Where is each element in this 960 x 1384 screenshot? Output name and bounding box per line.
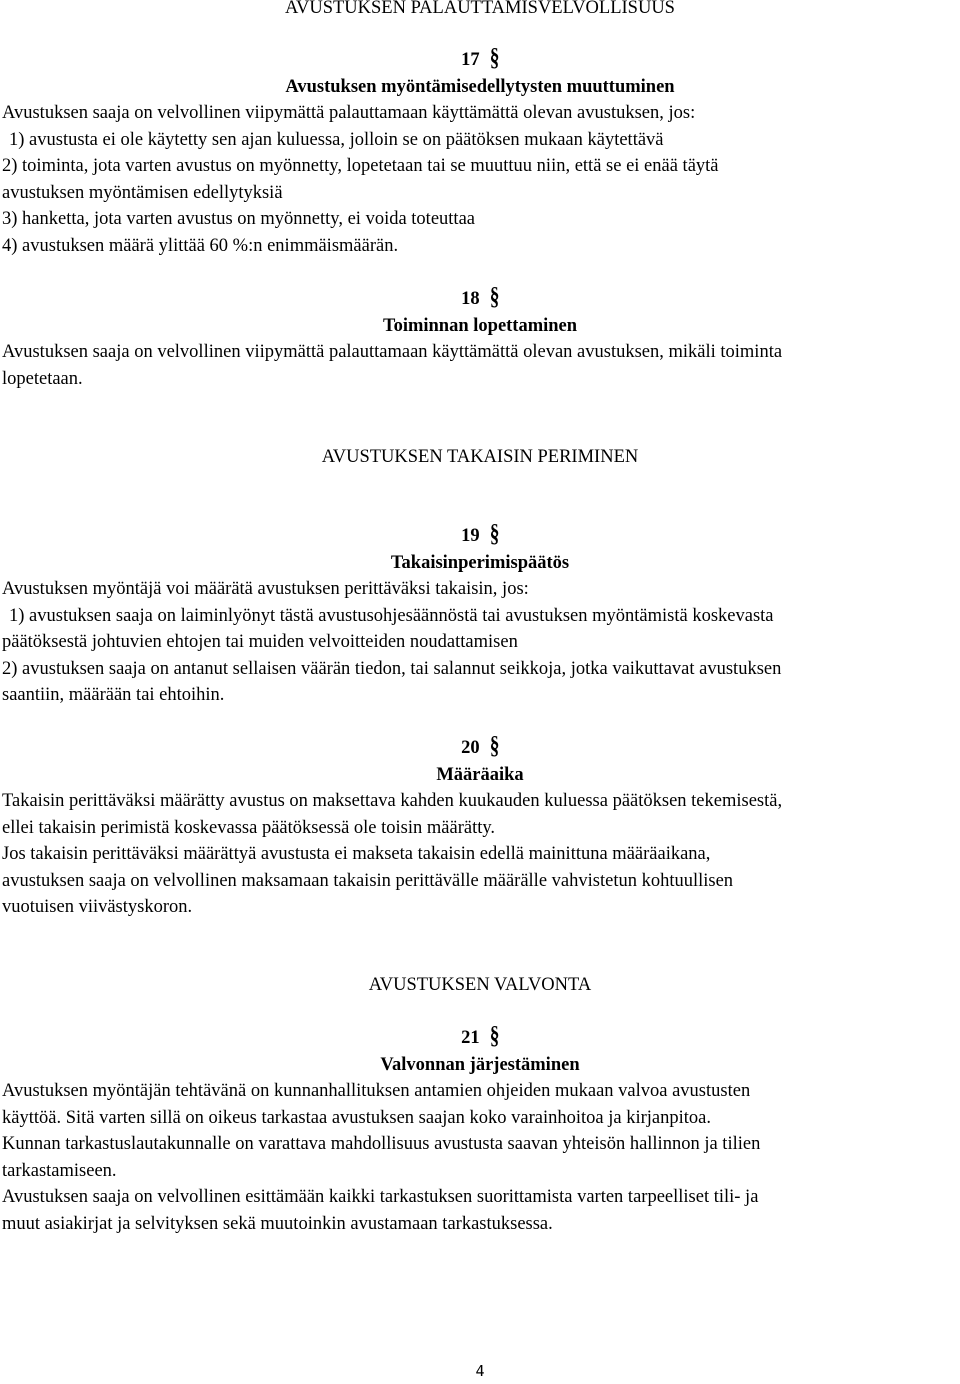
list-item-continuation: avustuksen myöntämisen edellytyksiä — [2, 182, 283, 203]
section-title: Avustuksen myöntämisedellytysten muuttuminen — [285, 76, 675, 97]
section-sign-icon: § — [489, 733, 500, 761]
section-title: Määräaika — [436, 764, 524, 785]
paragraph-line: Jos takaisin perittäväksi määrättyä avustusta ei makseta takaisin edellä mainittuna määräaikana, — [2, 844, 711, 864]
section-sign-icon: § — [489, 1023, 500, 1051]
section-21 — [2, 1025, 958, 1237]
chapter-heading-text: AVUSTUKSEN PALAUTTAMISVELVOLLISUUS — [285, 0, 675, 18]
paragraph-line: Takaisin perittäväksi määrätty avustus on maksettava kahden kuukauden kuluessa päätöksen tekemisestä, — [2, 791, 783, 811]
chapter-heading-text: AVUSTUKSEN TAKAISIN PERIMINEN — [321, 447, 639, 467]
paragraph-line: muut asiakirjat ja selvityksen sekä muutoinkin avustamaan tarkastuksessa. — [2, 1213, 553, 1234]
paragraph-line: lopetetaan. — [2, 368, 83, 389]
paragraph-line: Avustuksen saaja on velvollinen viipymättä palauttamaan käyttämättä olevan avustuksen, jos: — [2, 103, 696, 123]
section-20 — [2, 735, 958, 921]
section-number-value: 19 — [461, 526, 480, 546]
section-title: Takaisinperimispäätös — [390, 552, 570, 573]
section-title: Toiminnan lopettaminen — [382, 315, 578, 336]
section-sign-icon: § — [489, 45, 500, 73]
chapter-heading-text: AVUSTUKSEN VALVONTA — [368, 975, 592, 995]
list-item: 4) avustuksen määrä ylittää 60 %:n enimmäismäärän. — [2, 235, 399, 256]
list-item: 1) avustuksen saaja on laiminlyönyt tästä avustusohjesäännöstä tai avustuksen myöntämistä koskevasta — [9, 605, 774, 626]
section-number — [2, 286, 958, 313]
paragraph-line: avustuksen saaja on velvollinen maksamaan takaisin perittävälle määrälle vahvistetun kohtuullisen — [2, 870, 734, 891]
section-number-value: 20 — [461, 738, 480, 758]
section-19 — [2, 523, 958, 709]
list-item: 2) avustuksen saaja on antanut sellaisen väärän tiedon, tai salannut seikkoja, jotka vaikuttavat avustuksen — [2, 658, 782, 679]
section-sign-icon: § — [489, 521, 500, 549]
list-item-continuation: päätöksestä johtuvien ehtojen tai muiden velvoitteiden noudattamisen — [2, 632, 518, 652]
list-item: 1) avustusta ei ole käytetty sen ajan kuluessa, jolloin se on päätöksen mukaan käytettävä — [9, 129, 664, 150]
section-17 — [2, 47, 958, 259]
list-item: 3) hanketta, jota varten avustus on myönnetty, ei voida toteuttaa — [2, 209, 475, 229]
page-number: 4 — [475, 1362, 485, 1380]
section-number-value: 18 — [461, 289, 480, 309]
paragraph-line: Avustuksen saaja on velvollinen esittämään kaikki tarkastuksen suorittamista varten tarpeelliset tili- ja — [2, 1187, 759, 1207]
section-sign-icon: § — [489, 284, 500, 312]
list-item: 2) toiminta, jota varten avustus on myönnetty, lopetetaan tai se muuttuu niin, että se ei enää täytä — [2, 156, 719, 176]
section-number — [2, 735, 958, 762]
section-number-value: 17 — [461, 50, 480, 70]
chapter-heading-supervision — [2, 972, 958, 999]
section-number — [2, 47, 958, 74]
section-number — [2, 1025, 958, 1052]
section-number-value: 21 — [461, 1028, 480, 1048]
paragraph-line: Avustuksen myöntäjän tehtävänä on kunnanhallituksen antamien ohjeiden mukaan valvoa avustusten — [2, 1081, 751, 1101]
section-number — [2, 523, 958, 550]
paragraph-line: Kunnan tarkastuslautakunnalle on varattava mahdollisuus avustusta saavan yhteisön hallinnon ja tilien — [2, 1134, 761, 1154]
list-item-continuation: saantiin, määrään tai ehtoihin. — [2, 685, 225, 705]
paragraph-line: ellei takaisin perimistä koskevassa päätöksessä ole toisin määrätty. — [2, 817, 496, 838]
paragraph-line: Avustuksen saaja on velvollinen viipymättä palauttamaan käyttämättä olevan avustuksen, mikäli toiminta — [2, 342, 783, 362]
chapter-heading-repayment — [2, 0, 958, 22]
chapter-heading-recovery — [2, 444, 958, 471]
paragraph-line: Avustuksen myöntäjä voi määrätä avustuksen perittäväksi takaisin, jos: — [2, 579, 529, 599]
paragraph-line: tarkastamiseen. — [2, 1160, 117, 1181]
section-18 — [2, 286, 958, 392]
paragraph-line: vuotuisen viivästyskoron. — [2, 897, 193, 917]
section-title: Valvonnan järjestäminen — [380, 1054, 580, 1075]
paragraph-line: käyttöä. Sitä varten sillä on oikeus tarkastaa avustuksen saajan koko varainhoitoa ja kirjanpitoa. — [2, 1107, 711, 1128]
